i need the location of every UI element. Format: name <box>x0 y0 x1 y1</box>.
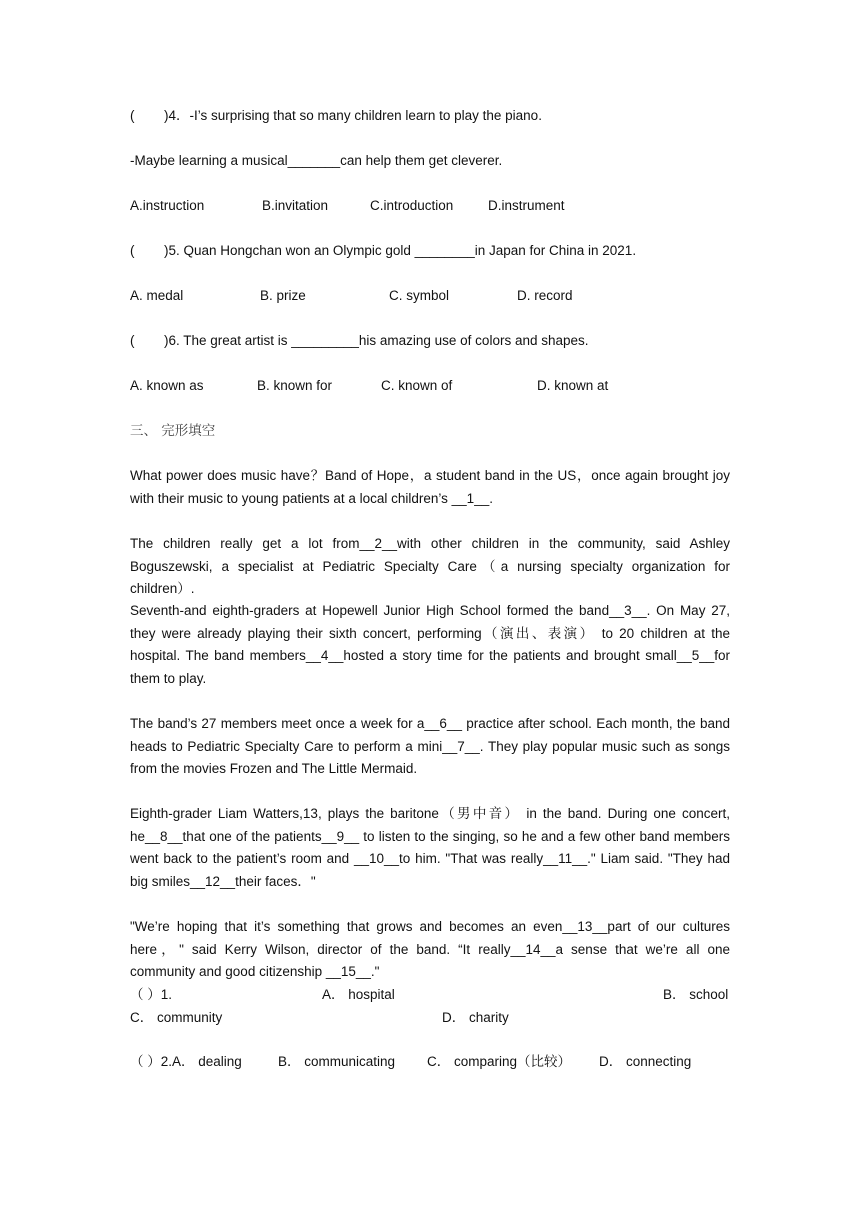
cloze-2-label: （ ）2.A． dealing <box>130 1054 242 1069</box>
question-5-stem <box>130 241 636 261</box>
cloze-1-option-c: C． community <box>130 1010 223 1025</box>
passage-paragraph-6: "We’re hoping that it’s something that grows and becomes an even__13__part of our cultures here，" said Kerry Wilson, director of the band. “It really__14__a sense that we’re all one community and good citizenship __15__." <box>130 919 730 980</box>
question-6-text: )6. The great artist is _________his amazing use of colors and shapes. <box>164 333 589 348</box>
question-6-option-a: A. known as <box>130 378 204 393</box>
cloze-1-option-d: D． charity <box>442 1010 509 1025</box>
section-title: 三、 完形填空 <box>130 423 216 439</box>
answer-paren: ( <box>130 108 135 123</box>
answer-paren: ( <box>130 243 135 258</box>
question-5-option-b: B. prize <box>260 288 306 303</box>
question-4-stem <box>130 106 542 126</box>
question-4-option-b: B.invitation <box>262 198 329 213</box>
question-4-option-c: C.introduction <box>370 198 454 213</box>
question-4-option-a: A.instruction <box>130 198 205 213</box>
cloze-2-option-c: C． comparing（比较） <box>427 1054 572 1069</box>
question-5-option-a: A. medal <box>130 288 184 303</box>
question-4-stem2: -Maybe learning a musical_______can help them get cleverer. <box>130 153 503 168</box>
question-4-option-d: D.instrument <box>488 198 565 213</box>
passage-paragraph-1: What power does music have？Band of Hope，a student band in the US，once again brought joy with their music to young patients at a local children’s __1__. <box>130 468 730 506</box>
question-5-option-c: C. symbol <box>389 288 450 303</box>
question-6-option-d: D. known at <box>537 378 609 393</box>
question-5-option-d: D. record <box>517 288 573 303</box>
cloze-1-label: （ ）1. <box>130 987 173 1002</box>
question-6-option-b: B. known for <box>257 378 333 393</box>
passage-paragraph-2: The children really get a lot from__2__with other children in the community, said Ashley Boguszewski, a specialist at Pediatric Specialty Care（a nursing specialty organization for children）. <box>130 536 730 597</box>
cloze-1-option-a: A． hospital <box>322 987 395 1002</box>
cloze-2-option-b: B． communicating <box>278 1054 396 1069</box>
passage-paragraph-5: Eighth-grader Liam Watters,13, plays the baritone（男中音） in the band. During one concert, he__8__that one of the patients__9__ to listen to the singing, so he and a few other band members went back to the patient’s room and __10__to him. "That was really__11__." Liam said. "They had big smiles__12__their faces．" <box>130 806 730 889</box>
cloze-2-option-d: D． connecting <box>599 1054 692 1069</box>
passage-paragraph-4: The band’s 27 members meet once a week for a__6__ practice after school. Each month, the band heads to Pediatric Specialty Care to perform a mini__7__. They play popular music such as songs from the movies Frozen and The Little Mermaid. <box>130 716 730 777</box>
answer-paren: ( <box>130 333 135 348</box>
question-5-text: )5. Quan Hongchan won an Olympic gold ________in Japan for China in 2021. <box>164 243 637 258</box>
cloze-1-option-b: B． school <box>663 987 729 1002</box>
question-6-option-c: C. known of <box>381 378 453 393</box>
question-6-stem <box>130 331 589 351</box>
passage-paragraph-3: Seventh-and eighth-graders at Hopewell Junior High School formed the band__3__. On May 27, they were already playing their sixth concert, performing（演出、表演） to 20 children at the hospital. The band members__4__hosted a story time for the patients and brought small__5__for them to play. <box>130 603 730 686</box>
question-4-text: )4．-I’s surprising that so many children learn to play the piano. <box>164 108 542 123</box>
